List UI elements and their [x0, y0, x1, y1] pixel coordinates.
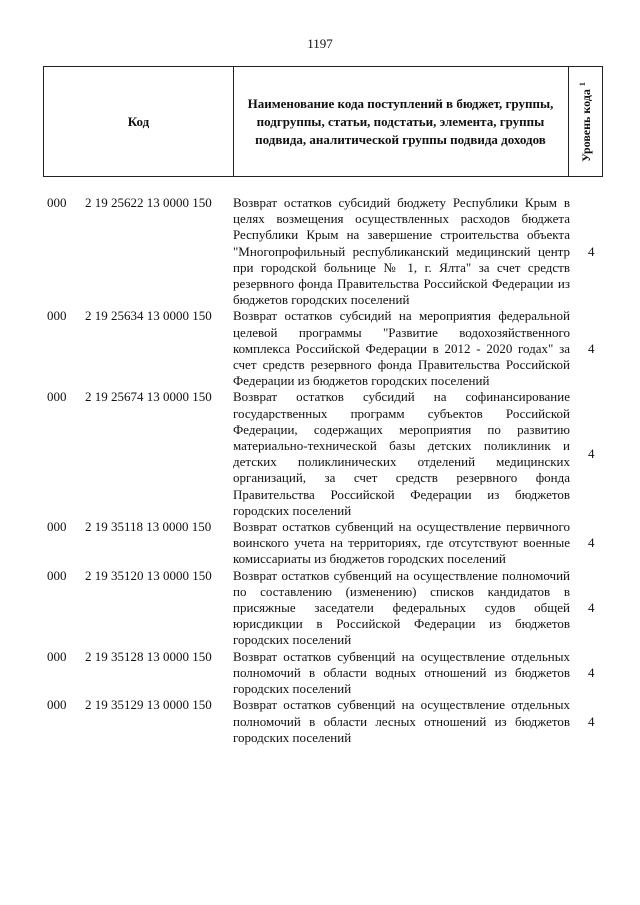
row-level: 4	[588, 535, 595, 551]
row-prefix-code: 000	[47, 389, 67, 405]
row-description: Возврат остатков субсидий на софинансирование государственных программ субъектов Российской Федерации, содержащих мероприятия по развитию материально-технической базы детских поликлиник и детских поликлинических отделений медицинских организаций, за счет средств резервного фонда Правительства Российской Федерации из бюджетов городских поселений	[233, 389, 570, 518]
row-prefix-code: 000	[47, 648, 67, 664]
table-header	[43, 66, 603, 177]
row-level: 4	[588, 243, 595, 259]
header-level-label: Уровень кода	[578, 88, 593, 162]
row-prefix-code: 000	[47, 308, 67, 324]
table-row	[0, 308, 640, 389]
table-row	[0, 195, 640, 308]
header-name-cell	[233, 67, 569, 176]
row-description: Возврат остатков субсидий на мероприятия федеральной целевой программы "Развитие водохозяйственного комплекса Российской Федерации в 2012 - 2020 годах" за счет средств резервного фонда Правительства Российской Федерации из бюджетов городских поселений	[233, 308, 570, 389]
row-budget-code: 2 19 35128 13 0000 150	[85, 648, 212, 664]
row-prefix-code: 000	[47, 567, 67, 583]
table-row	[0, 389, 640, 519]
header-level-footnote: 1	[577, 81, 587, 86]
row-budget-code: 2 19 25634 13 0000 150	[85, 308, 212, 324]
page-number: 1197	[307, 36, 333, 51]
table-body	[0, 195, 640, 746]
table-row	[0, 568, 640, 649]
row-prefix-code: 000	[47, 195, 67, 210]
row-description: Возврат остатков субвенций на осуществление отдельных полномочий в области лесных отношений из бюджетов городских поселений	[233, 697, 570, 745]
row-budget-code: 2 19 35120 13 0000 150	[85, 567, 212, 583]
row-description: Возврат остатков субсидий бюджету Республики Крым в целях возмещения осуществленных расходов бюджета Республики Крым на завершение строительства объекта "Многопрофильный республиканский медицинский центр при городской больнице № 1, г. Ялта" за счет средств резервного фонда Правительства Российской Федерации из бюджетов городских поселений	[233, 195, 570, 308]
header-level-label-wrap	[578, 82, 594, 162]
row-budget-code: 2 19 35129 13 0000 150	[85, 697, 212, 713]
table-row	[0, 697, 640, 746]
row-level: 4	[588, 600, 595, 616]
row-level: 4	[588, 446, 595, 462]
row-budget-code: 2 19 25674 13 0000 150	[85, 389, 212, 405]
header-level-cell	[569, 67, 602, 176]
row-level: 4	[588, 664, 595, 680]
row-description: Возврат остатков субвенций на осуществление полномочий по составлению (изменению) списков кандидатов в присяжные заседатели федеральных судов общей юрисдикции в Российской Федерации из бюджетов городских поселений	[233, 567, 570, 648]
row-prefix-code: 000	[47, 519, 67, 535]
header-name-label: Наименование кода поступлений в бюджет, группы, подгруппы, статьи, подстатьи, элемента, группы подвида, аналитической группы подвида доходов	[247, 95, 554, 147]
table-row	[0, 519, 640, 568]
row-budget-code: 2 19 35118 13 0000 150	[85, 519, 212, 535]
row-level: 4	[588, 340, 595, 356]
table-row	[0, 649, 640, 698]
row-budget-code: 2 19 25622 13 0000 150	[85, 195, 212, 210]
row-prefix-code: 000	[47, 697, 67, 713]
header-code-label: Код	[127, 113, 150, 129]
row-description: Возврат остатков субвенций на осуществление первичного воинского учета на территориях, где отсутствуют военные комиссариаты из бюджетов городских поселений	[233, 519, 570, 567]
header-code-cell	[44, 67, 234, 176]
row-level: 4	[588, 713, 595, 729]
row-description: Возврат остатков субвенций на осуществление отдельных полномочий в области водных отношений из бюджетов городских поселений	[233, 648, 570, 697]
